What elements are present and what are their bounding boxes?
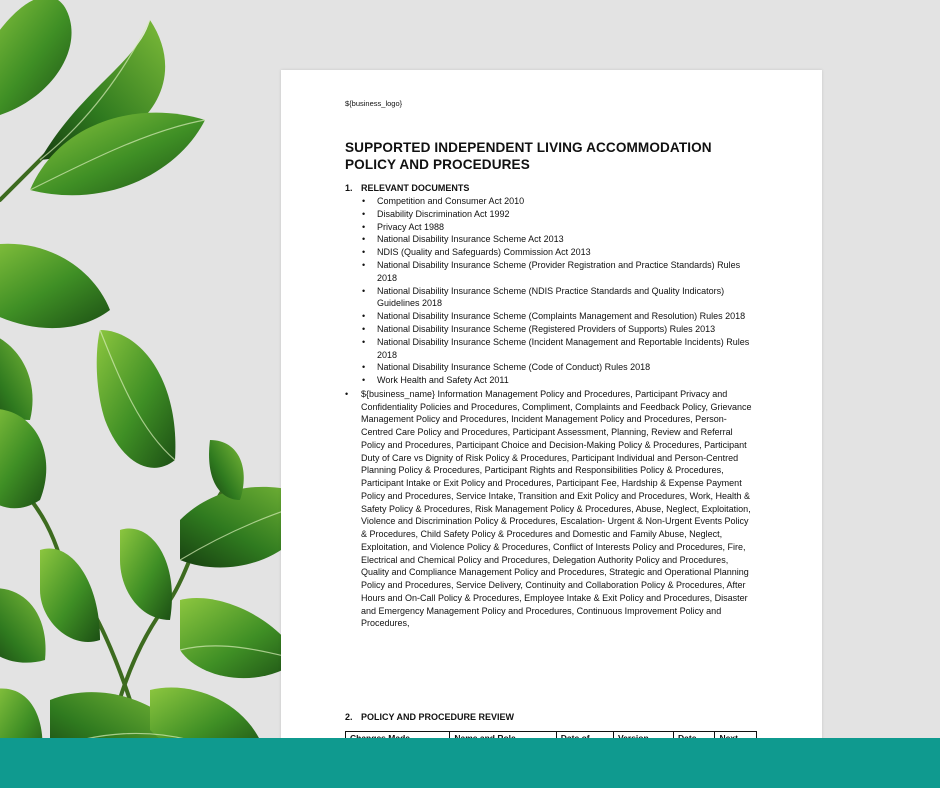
document-page <box>281 70 822 788</box>
section-1-heading <box>345 182 761 194</box>
list-item: • NDIS (Quality and Safeguards) Commission Act 2013 <box>377 246 761 259</box>
document-title <box>345 139 761 173</box>
list-item: • National Disability Insurance Scheme Act 2013 <box>377 233 761 246</box>
business-logo-placeholder: ${business_logo} <box>345 99 403 108</box>
list-item: • National Disability Insurance Scheme (Provider Registration and Practice Standards) Rules 2018 <box>377 259 761 285</box>
title-line-1: SUPPORTED INDEPENDENT LIVING ACCOMMODATION <box>345 140 712 155</box>
relevant-documents-list <box>345 195 761 387</box>
title-line-2: POLICY AND PROCEDURES <box>345 157 530 172</box>
list-item: • National Disability Insurance Scheme (Incident Management and Reportable Incidents) Rules 2018 <box>377 336 761 362</box>
list-item: • National Disability Insurance Scheme (Complaints Management and Resolution) Rules 2018 <box>377 310 761 323</box>
list-item: • Work Health and Safety Act 2011 <box>377 374 761 387</box>
section-1-title: RELEVANT DOCUMENTS <box>361 183 470 193</box>
section-2-heading <box>345 711 761 723</box>
list-item: • Competition and Consumer Act 2010 <box>377 195 761 208</box>
section-2-number: 2. <box>345 712 353 722</box>
teal-footer-band <box>0 738 940 788</box>
list-item: • Privacy Act 1988 <box>377 221 761 234</box>
section-1-number: 1. <box>345 183 353 193</box>
list-item: • Disability Discrimination Act 1992 <box>377 208 761 221</box>
list-item: • National Disability Insurance Scheme (NDIS Practice Standards and Quality Indicators) Guidelines 2018 <box>377 285 761 311</box>
document-content <box>345 99 761 722</box>
list-item: • National Disability Insurance Scheme (Registered Providers of Supports) Rules 2013 <box>377 323 761 336</box>
section-2-title: POLICY AND PROCEDURE REVIEW <box>361 712 515 722</box>
list-item: • National Disability Insurance Scheme (Code of Conduct) Rules 2018 <box>377 361 761 374</box>
policies-paragraph: • ${business_name} Information Management Policy and Procedures, Participant Privacy and Confidentiality Policies and Procedures, Compliment, Complaints and Feedback Policy, Grievance Management Policy and Procedures, Incident Management Policy and Procedures, Person-Centred Care Policy and Procedures, Participant Assessment, Planning, Review and Referral Policy and Procedures, Participant Choice and Decision-Making Policy & Procedures, Participant Duty of Care vs Dignity of Risk Policy & Procedures, Participant Individual and Person-Centred Planning Policy & Procedures, Participant Rights and Responsibilities Policy & Procedures, Participant Intake or Exit Policy and Procedures, Participant Fee, Hardship & Expense Payment Policy and Procedures, Service Intake, Transition and Exit Policy and Procedures, Work, Health & Safety Policy & Procedures, Risk Management Policy & Procedures, Abuse, Neglect, Exploitation, Violence and Discrimination Policy & Procedures, Escalation- Urgent & Non-Urgent Events Policy & Procedures, Child Safety Policy & Procedures and Domestic and Family Abuse, Neglect, Exploitation, and Violence Policy & Procedures, Conflict of Interests Policy and Procedures, Fire, Electrical and Chemical Policy and Procedures, Delegation Authority Policy and Procedures, Quality and Compliance Management Policy and Procedures, Strategic and Operational Planning Policy and Procedures, Service Delivery, Continuity and Collaboration Policy & Procedures, After Hours and On-Call Policy & Procedures, Employee Intake & Exit Policy and Procedures, Disaster and Emergency Management Policy and Procedures, Continuous Improvement Policy and Procedures, <box>345 388 761 630</box>
